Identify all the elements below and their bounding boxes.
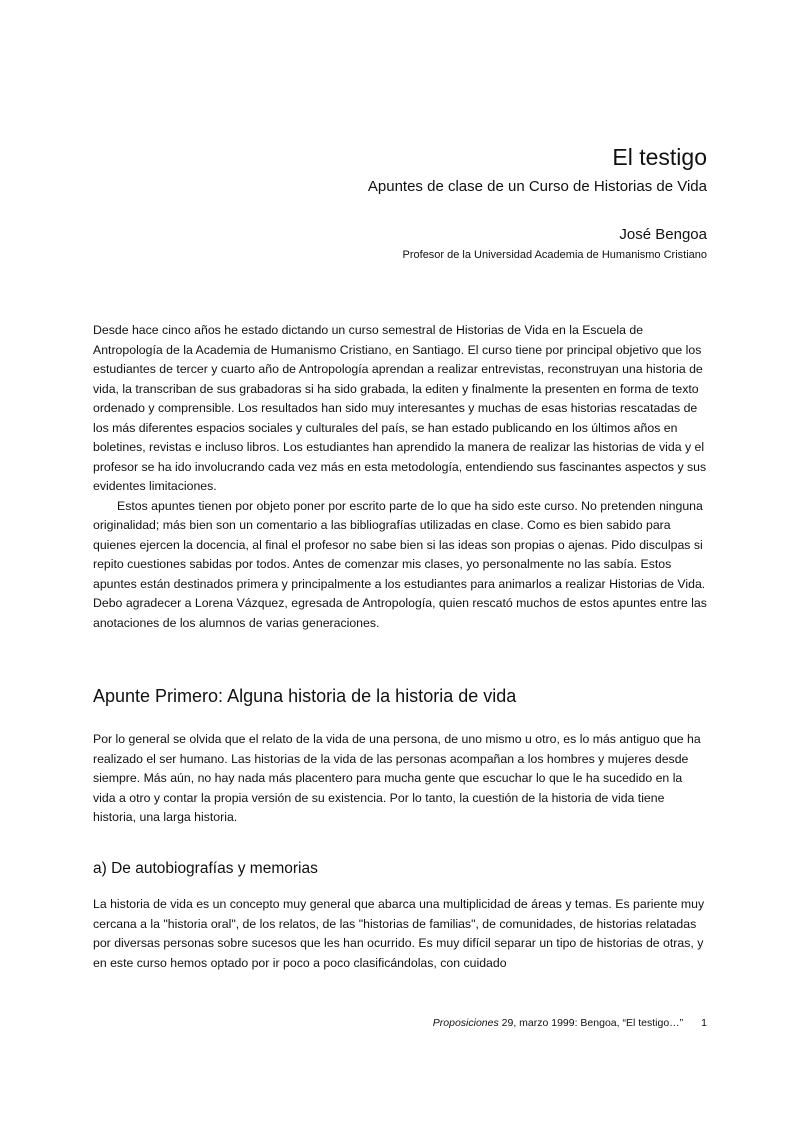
intro-paragraph-2: Estos apuntes tienen por objeto poner por escrito parte de lo que ha sido este curso. No pretenden ninguna originalidad; más bien son un comentario a las bibliografías utilizadas en clase. Como es bien sabido para quienes ejercen la docencia, al final el profesor no sabe bien si las ideas son propias o ajenas. Pido disculpas si repito cuestiones sabidas por todos. Antes de comenzar mis clases, yo personalmente no las sabía. Estos apuntes están destinados primera y principalmente a los estudiantes para animarlos a realizar Historias de Vida. Debo agradecer a Lorena Vázquez, egresada de Antropología, quien rescató muchos de estos apuntes entre las anotaciones de los alumnos de varias generaciones. bbox=[93, 498, 707, 630]
subsection-paragraph: La historia de vida es un concepto muy general que abarca una multiplicidad de áreas y temas. Es pariente muy cercana a la "historia oral", de los relatos, de las "historias de familias", de comunidades, de historias relatadas por diversas personas sobre sucesos que les han ocurrido. Es muy difícil separar un tipo de historias de otras, y en este curso hemos optado por ir poco a poco clasificándolas, con cuidado bbox=[93, 897, 705, 970]
subsection-body-autobiografias bbox=[93, 895, 708, 973]
section-body-apunte-primero bbox=[93, 730, 708, 828]
intro-paragraph-1: Desde hace cinco años he estado dictando un curso semestral de Historias de Vida en la Escuela de Antropología de la Academia de Humanismo Cristiano, en Santiago. El curso tiene por principal objetivo que los estudiantes de tercer y cuarto año de Antropología aprendan a realizar entrevistas, reconstruyan una historia de vida, la transcriban de sus grabadoras si ha sido grabada, la editen y finalmente la presenten en forma de texto ordenado y comprensible. Los resultados han sido muy interesantes y muchas de esas historias rescatadas de los más diferentes espacios sociales y culturales del país, se han estado publicando en los últimos años en boletines, revistas e incluso libros. Los estudiantes han aprendido la manera de realizar las historias de vida y el profesor se ha ido involucrando cada vez más en esta metodología, entendiendo sus fascinantes aspectos y sus evidentes limitaciones. bbox=[93, 323, 707, 493]
section-heading-apunte-primero: Apunte Primero: Alguna historia de la historia de vida bbox=[93, 686, 517, 706]
page-footer bbox=[433, 1016, 707, 1030]
page-number: 1 bbox=[701, 1017, 707, 1029]
footer-journal: Proposiciones bbox=[432, 1017, 499, 1029]
document-subtitle: Apuntes de clase de un Curso de Historias de Vida bbox=[367, 178, 707, 195]
author-affiliation: Profesor de la Universidad Academia de Humanismo Cristiano bbox=[402, 249, 707, 261]
subsection-heading-autobiografias: a) De autobiografías y memorias bbox=[93, 860, 318, 877]
author-name: José Bengoa bbox=[619, 226, 707, 243]
intro-section bbox=[93, 321, 708, 633]
section-paragraph: Por lo general se olvida que el relato de la vida de una persona, de uno mismo u otro, es lo más antiguo que ha realizado el ser humano. Las historias de la vida de las personas acompañan a los hombres y mujeres desde siempre. Más aún, no hay nada más placentero para mucha gente que escuchar lo que le ha sucedido en la vida a otro y contar la propia versión de su existencia. Por lo tanto, la cuestión de la historia de vida tiene historia, una larga historia. bbox=[93, 732, 701, 824]
document-title: El testigo bbox=[612, 144, 707, 170]
footer-citation: 29, marzo 1999: Bengoa, “El testigo…” bbox=[498, 1017, 684, 1029]
